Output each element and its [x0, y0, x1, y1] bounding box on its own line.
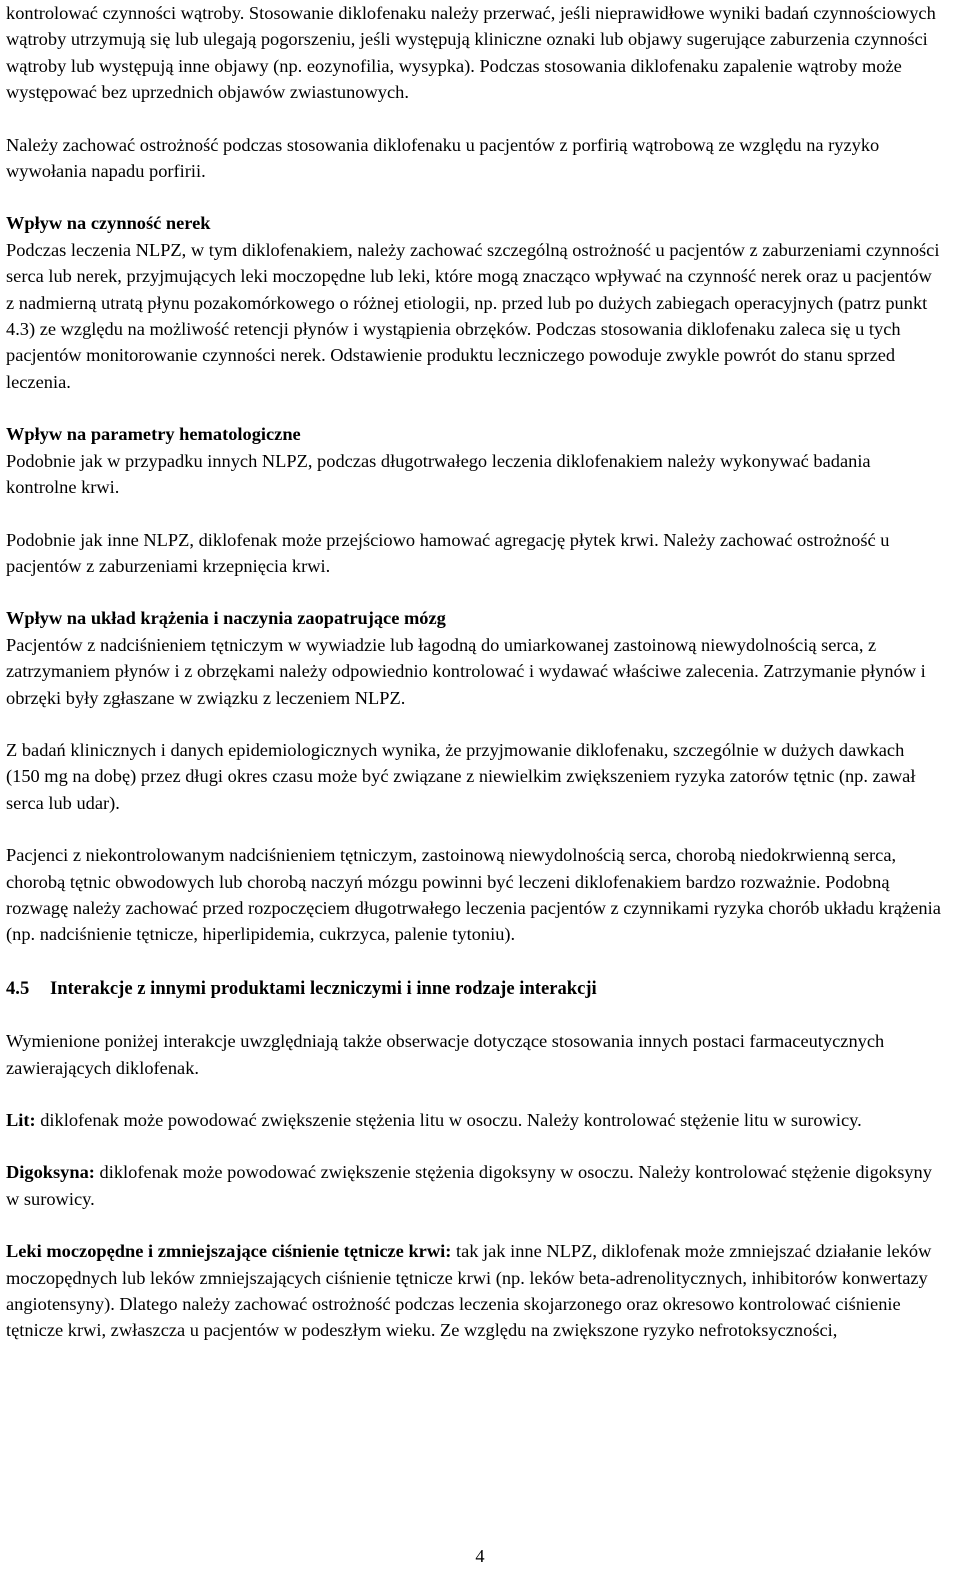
interaction-lead: Leki moczopędne i zmniejszające ciśnienie tętnicze krwi: [6, 1241, 452, 1262]
kidney-body: Podczas leczenia NLPZ, w tym diklofenakiem, należy zachować szczególną ostrożność u pacjentów z zaburzeniami czynności serca lub nerek, przyjmujących leki moczopędne lub leki, które mogą znacząco wpływać na czynność nerek oraz u pacjentów z nadmierną utratą płynu pozakomórkowego o różnej etiologii, np. przed lub po dużych zabiegach operacyjnych (patrz punkt 4.3) ze względu na możliwość retencji płynów i wystąpienia obrzęków. Podczas stosowania diklofenaku zaleca się u tych pacjentów monitorowanie czynności nerek. Odstawienie produktu leczniczego powoduje zwykle powrót do stanu sprzed leczenia. [6, 239, 940, 392]
section-4-5-heading [6, 976, 942, 1002]
page-number: 4 [475, 1546, 485, 1566]
kidney-section [6, 210, 942, 395]
document-page [6, 0, 942, 1344]
hematology-body: Podobnie jak w przypadku innych NLPZ, podczas długotrwałego leczenia diklofenakiem należy wykonywać badania kontrolne krwi. [6, 450, 871, 498]
hematology-section [6, 421, 942, 579]
cardio-body: Pacjentów z nadciśnieniem tętniczym w wywiadzie lub łagodną do umiarkowanej zastoinową niewydolnością serca, z zatrzymaniem płynów i z obrzękami należy odpowiednio kontrolować i wydawać właściwe zalecenia. Zatrzymanie płynów i obrzęki były zgłaszane w związku z leczeniem NLPZ. [6, 634, 926, 708]
intro-paragraph: kontrolować czynności wątroby. Stosowanie diklofenaku należy przerwać, jeśli nieprawidłowe wyniki badań czynnościowych wątroby utrzymują się lub ulegają pogorszeniu, jeśli występują kliniczne oznaki lub objawy sugerujące zaburzenia czynności wątroby lub występują inne objawy (np. eozynofilia, wysypka). Podczas stosowania diklofenaku zapalenie wątroby może występować bez uprzednich objawów zwiastunowych. [6, 3, 936, 103]
section-title: Interakcje z innymi produktami leczniczymi i inne rodzaje interakcji [50, 977, 597, 999]
cardio-body-2: Z badań klinicznych i danych epidemiologicznych wynika, że przyjmowanie diklofenaku, szczególnie w dużych dawkach (150 mg na dobę) przez długi okres czasu może być związane z niewielkim zwiększeniem ryzyka zatorów tętnic (np. zawał serca lub udar). [6, 739, 916, 813]
kidney-heading: Wpływ na czynność nerek [6, 213, 211, 234]
interaction-item-lit [6, 1107, 942, 1133]
cardio-section [6, 605, 942, 947]
cardio-heading: Wpływ na układ krążenia i naczynia zaopatrujące mózg [6, 608, 446, 629]
interaction-lead: Lit: [6, 1110, 36, 1130]
section-number: 4.5 [6, 977, 30, 999]
interaction-text: diklofenak może powodować zwiększenie stężenia digoksyny w osoczu. Należy kontrolować stężenie digoksyny w surowicy. [6, 1162, 932, 1209]
porphyria-paragraph: Należy zachować ostrożność podczas stosowania diklofenaku u pacjentów z porfirią wątrobową ze względu na ryzyko wywołania napadu porfirii. [6, 134, 880, 182]
interaction-item-digoksyna [6, 1159, 942, 1212]
interaction-text: tak jak inne NLPZ, diklofenak może zmniejszać działanie leków moczopędnych lub leków zmniejszających ciśnienie tętnicze krwi (np. leków beta-adrenolitycznych, inhibitorów konwertazy angiotensyny). Dlatego należy zachować ostrożność podczas leczenia skojarzonego oraz okresowo kontrolować ciśnienie tętnicze krwi, zwłaszcza u pacjentów w podeszłym wieku. Ze względu na zwiększone ryzyko nefrotoksyczności, [6, 1241, 932, 1341]
cardio-body-3: Pacjenci z niekontrolowanym nadciśnieniem tętniczym, zastoinową niewydolnością serca, chorobą niedokrwienną serca, chorobą tętnic obwodowych lub chorobą naczyń mózgu powinni być leczeni diklofenakiem bardzo rozważnie. Podobną rozwagę należy zachować przed rozpoczęciem długotrwałego leczenia pacjentów z czynnikami ryzyka chorób układu krążenia (np. nadciśnienie tętnicze, hiperlipidemia, cukrzyca, palenie tytoniu). [6, 845, 941, 945]
interaction-item-diuretics [6, 1238, 942, 1344]
hematology-body-2: Podobnie jak inne NLPZ, diklofenak może przejściowo hamować agregację płytek krwi. Należy zachować ostrożność u pacjentów z zaburzeniami krzepnięcia krwi. [6, 529, 890, 576]
section-4-5-intro: Wymienione poniżej interakcje uwzględniają także obserwacje dotyczące stosowania innych postaci farmaceutycznych zawierających diklofenak. [6, 1031, 885, 1078]
interaction-lead: Digoksyna: [6, 1162, 95, 1183]
hematology-heading: Wpływ na parametry hematologiczne [6, 424, 301, 445]
interaction-text: diklofenak może powodować zwiększenie stężenia litu w osoczu. Należy kontrolować stężenie litu w surowicy. [35, 1110, 862, 1130]
